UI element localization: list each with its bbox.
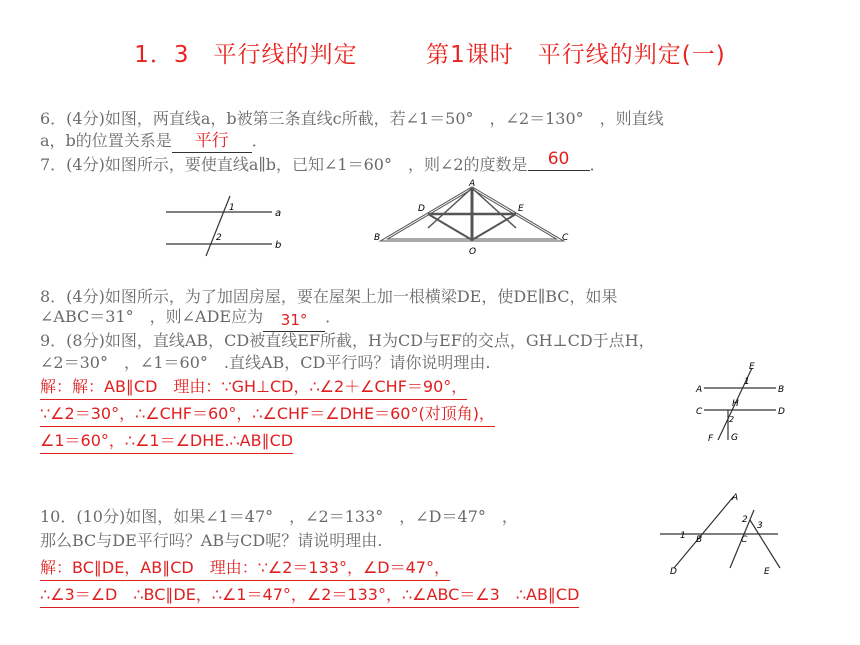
label-A: A xyxy=(696,385,703,395)
question-8-line2 xyxy=(40,306,341,329)
question-6-end: ． xyxy=(251,131,268,150)
label-D: D xyxy=(670,567,677,577)
label-D: D xyxy=(418,204,425,214)
question-9-answer-2: ∵∠2＝30°，∴∠CHF＝60°，∴∠CHF＝∠DHE＝60°(对顶角)， xyxy=(40,403,495,427)
figure-q10 xyxy=(654,490,786,576)
angle-2-label: 2 xyxy=(216,233,222,243)
angle-2-label: 2 xyxy=(742,515,748,525)
lesson-title: 第1课时 平行线的判定(一) xyxy=(426,42,726,68)
label-B: B xyxy=(374,233,381,243)
question-8-line1: 8．(4分)如图所示，为了加固房屋，要在屋架上加一根横梁DE，使DE∥BC，如果 xyxy=(40,287,618,306)
question-7-end: ． xyxy=(589,155,606,174)
question-10-answer-1: 解：BC∥DE，AB∥CD 理由：∵∠2＝133°，∠D＝47°， xyxy=(40,557,450,581)
question-6-answer: 平行 xyxy=(172,130,252,153)
label-C: C xyxy=(562,233,569,243)
question-8-prompt: ∠ABC＝31° ，则∠ADE应为 xyxy=(40,307,264,326)
angle-3-label: 3 xyxy=(757,521,763,531)
label-G: G xyxy=(731,433,738,443)
label-A: A xyxy=(732,493,739,503)
question-8-end: ． xyxy=(325,307,342,326)
angle-1-label: 1 xyxy=(744,377,750,387)
label-a: a xyxy=(275,208,282,219)
label-b: b xyxy=(275,240,282,251)
label-E: E xyxy=(764,567,770,577)
label-D: D xyxy=(778,407,785,417)
figure-parallel-lines xyxy=(160,188,280,258)
question-8-answer: 31° xyxy=(263,309,325,332)
question-9-line2: ∠2＝30° ，∠1＝60° .直线AB，CD平行吗？请你说明理由. xyxy=(40,353,491,372)
question-10-line1: 10．(10分)如图，如果∠1＝47° ，∠2＝133° ，∠D＝47° ， xyxy=(40,507,518,526)
figure-q9 xyxy=(694,362,786,444)
label-B: B xyxy=(696,535,703,545)
figure-roof-truss xyxy=(372,178,574,260)
label-A: A xyxy=(469,179,476,189)
label-C: C xyxy=(741,535,748,545)
label-O: O xyxy=(469,247,477,257)
question-10-line2: 那么BC与DE平行吗？AB与CD呢？请说明理由. xyxy=(40,531,383,550)
label-E: E xyxy=(749,362,755,372)
label-C: C xyxy=(696,407,703,417)
section-title: 1．3 平行线的判定 xyxy=(134,42,358,68)
question-6-line1: 6．(4分)如图，两直线a，b被第三条直线c所截，若∠1＝50° ，∠2＝130° ，则直线 xyxy=(40,109,664,128)
label-F: F xyxy=(708,434,714,444)
angle-2-label: 2 xyxy=(729,415,735,424)
question-10-answer-2: ∴∠3＝∠D ∴BC∥DE，∴∠1＝47°，∠2＝133°，∴∠ABC＝∠3 ∴AB∥CD xyxy=(40,584,579,608)
angle-1-label: 1 xyxy=(680,531,686,541)
label-H: H xyxy=(732,399,739,409)
question-9-line1: 9．(8分)如图，直线AB，CD被直线EF所截，H为CD与EF的交点，GH⊥CD于点H， xyxy=(40,331,655,350)
question-7-line xyxy=(40,149,606,177)
question-6-line2 xyxy=(40,130,268,153)
question-6-prompt: a，b的位置关系是 xyxy=(40,131,172,150)
label-E: E xyxy=(518,204,524,214)
angle-1-label: 1 xyxy=(229,203,235,213)
page-title xyxy=(0,36,860,69)
question-7-answer: 60 xyxy=(528,148,590,171)
question-9-answer-3: ∠1＝60°，∴∠1＝∠DHE.∴AB∥CD xyxy=(40,430,293,454)
question-9-answer-1: 解：解：AB∥CD 理由：∵GH⊥CD，∴∠2＋∠CHF＝90°， xyxy=(40,376,467,400)
label-B: B xyxy=(778,385,785,395)
question-7-prompt: 7．(4分)如图所示，要使直线a∥b，已知∠1＝60° ，则∠2的度数是 xyxy=(40,155,528,174)
